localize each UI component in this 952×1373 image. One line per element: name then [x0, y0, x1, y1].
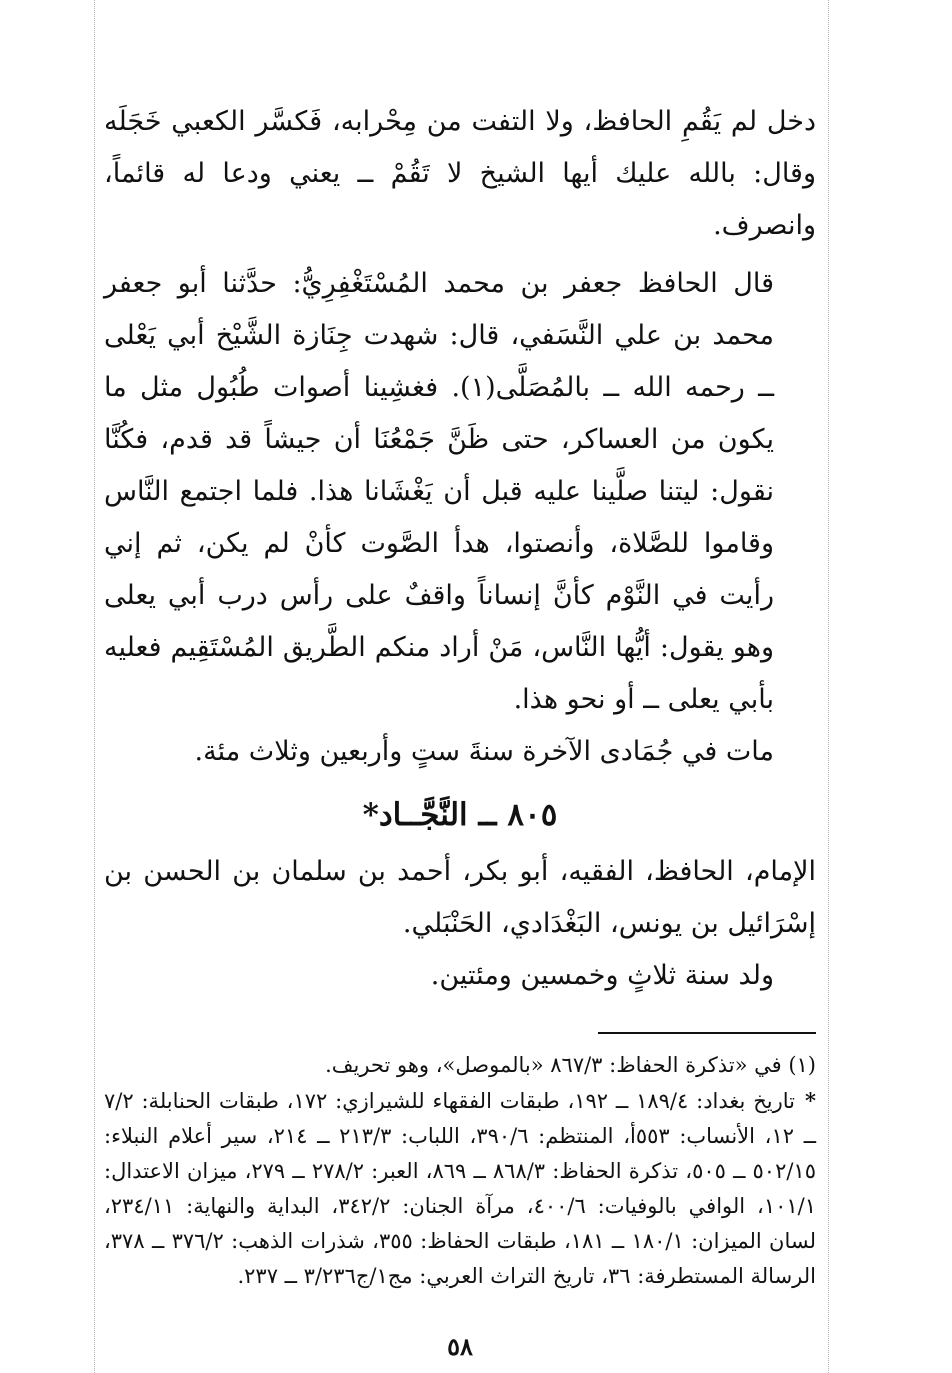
footnote-sources [104, 1083, 816, 1294]
asterisk-marker: * [805, 1088, 816, 1113]
entry-paragraph-name: الإمام، الحافظ، الفقيه، أبو بكر، أحمد بن سلمان بن الحسن بن إسْرَائيل بن يونس، البَغْدَادي، الحَنْبَلي. [104, 856, 816, 939]
page-number: ٥٨ [447, 1332, 473, 1361]
crop-guide-left [94, 0, 95, 1373]
footnote-1: (١) في «تذكرة الحفاظ: ٨٦٧/٣ «بالموصل»، وهو تحريف. [325, 1053, 816, 1077]
sources-text: تاريخ بغداد: ١٨٩/٤ ــ ١٩٢، طبقات الفقهاء للشيرازي: ١٧٢، طبقات الحنابلة: ٧/٢ ــ ١٢، الأنساب: ٥٥٣أ، المنتظم: ٣٩٠/٦، اللباب: ٢١٣/٣ ــ ٢١٤، سير أعلام النبلاء: ٥٠٢/١٥ ــ ٥٠٥، تذكرة الحفاظ: ٨٦٨/٣ ــ ٨٦٩، العبر: ٢٧٨/٢ ــ ٢٧٩، ميزان الاعتدال: ١٠١/١، الوافي بالوفيات: ٤٠٠/٦، مرآة الجنان: ٣٤٢/٢، البداية والنهاية: ٢٣٤/١١، لسان الميزان: ١٨٠/١ ــ ١٨١، طبقات الحفاظ: ٣٥٥، شذرات الذهب: ٣٧٦/٢ ــ ٣٧٨، الرسالة المستطرفة: ٣٦، تاريخ التراث العربي: مج١/ج٣/٢٣٦ ــ ٢٣٧. [104, 1089, 817, 1288]
book-page [104, 96, 816, 1361]
footnote-separator [598, 1032, 816, 1034]
paragraph-opening: دخل لم يَقُمِ الحافظ، ولا التفت من مِحْرابه، فَكسَّر الكعبي خَجَلَه وقال: بالله عليك أيها الشيخ لا تَقُمْ ــ يعني ودعا له قائماً، وانصرف. [104, 106, 816, 241]
entry-heading: ٨٠٥ ــ النَّجَّــاد* [362, 797, 558, 833]
paragraph-death-date: مات في جُمَادى الآخرة سنةَ ستٍ وأربعين وثلاث مئة. [194, 736, 774, 767]
paragraph-narration: قال الحافظ جعفر بن محمد المُسْتَغْفِرِيُّ: حدَّثنا أبو جعفر محمد بن علي النَّسَفي، قال: شهدت جِنَازة الشَّيْخ أبي يَعْلى ــ رحمه الله ــ بالمُصَلَّى(١). فغشِينا أصوات طُبُول مثل ما يكون من العساكر، حتى ظَنَّ جَمْعُنَا أن جيشاً قد قدم، فكُنَّا نقول: ليتنا صلَّينا عليه قبل أن يَغْشَانا هذا. فلما اجتمع النَّاس وقاموا للصَّلاة، وأنصتوا، هدأ الصَّوت كأنْ لم يكن، ثم إني رأيت في النَّوْم كأنَّ إنساناً واقفٌ على رأس درب أبي يعلى وهو يقول: أيُّها النَّاس، مَنْ أراد منكم الطَّريق المُسْتَقِيم فعليه بأبي يعلى ــ أو نحو هذا. [104, 268, 774, 715]
entry-paragraph-birth: ولد سنة ثلاثٍ وخمسين ومئتين. [430, 960, 774, 991]
crop-guide-right [828, 0, 829, 1373]
